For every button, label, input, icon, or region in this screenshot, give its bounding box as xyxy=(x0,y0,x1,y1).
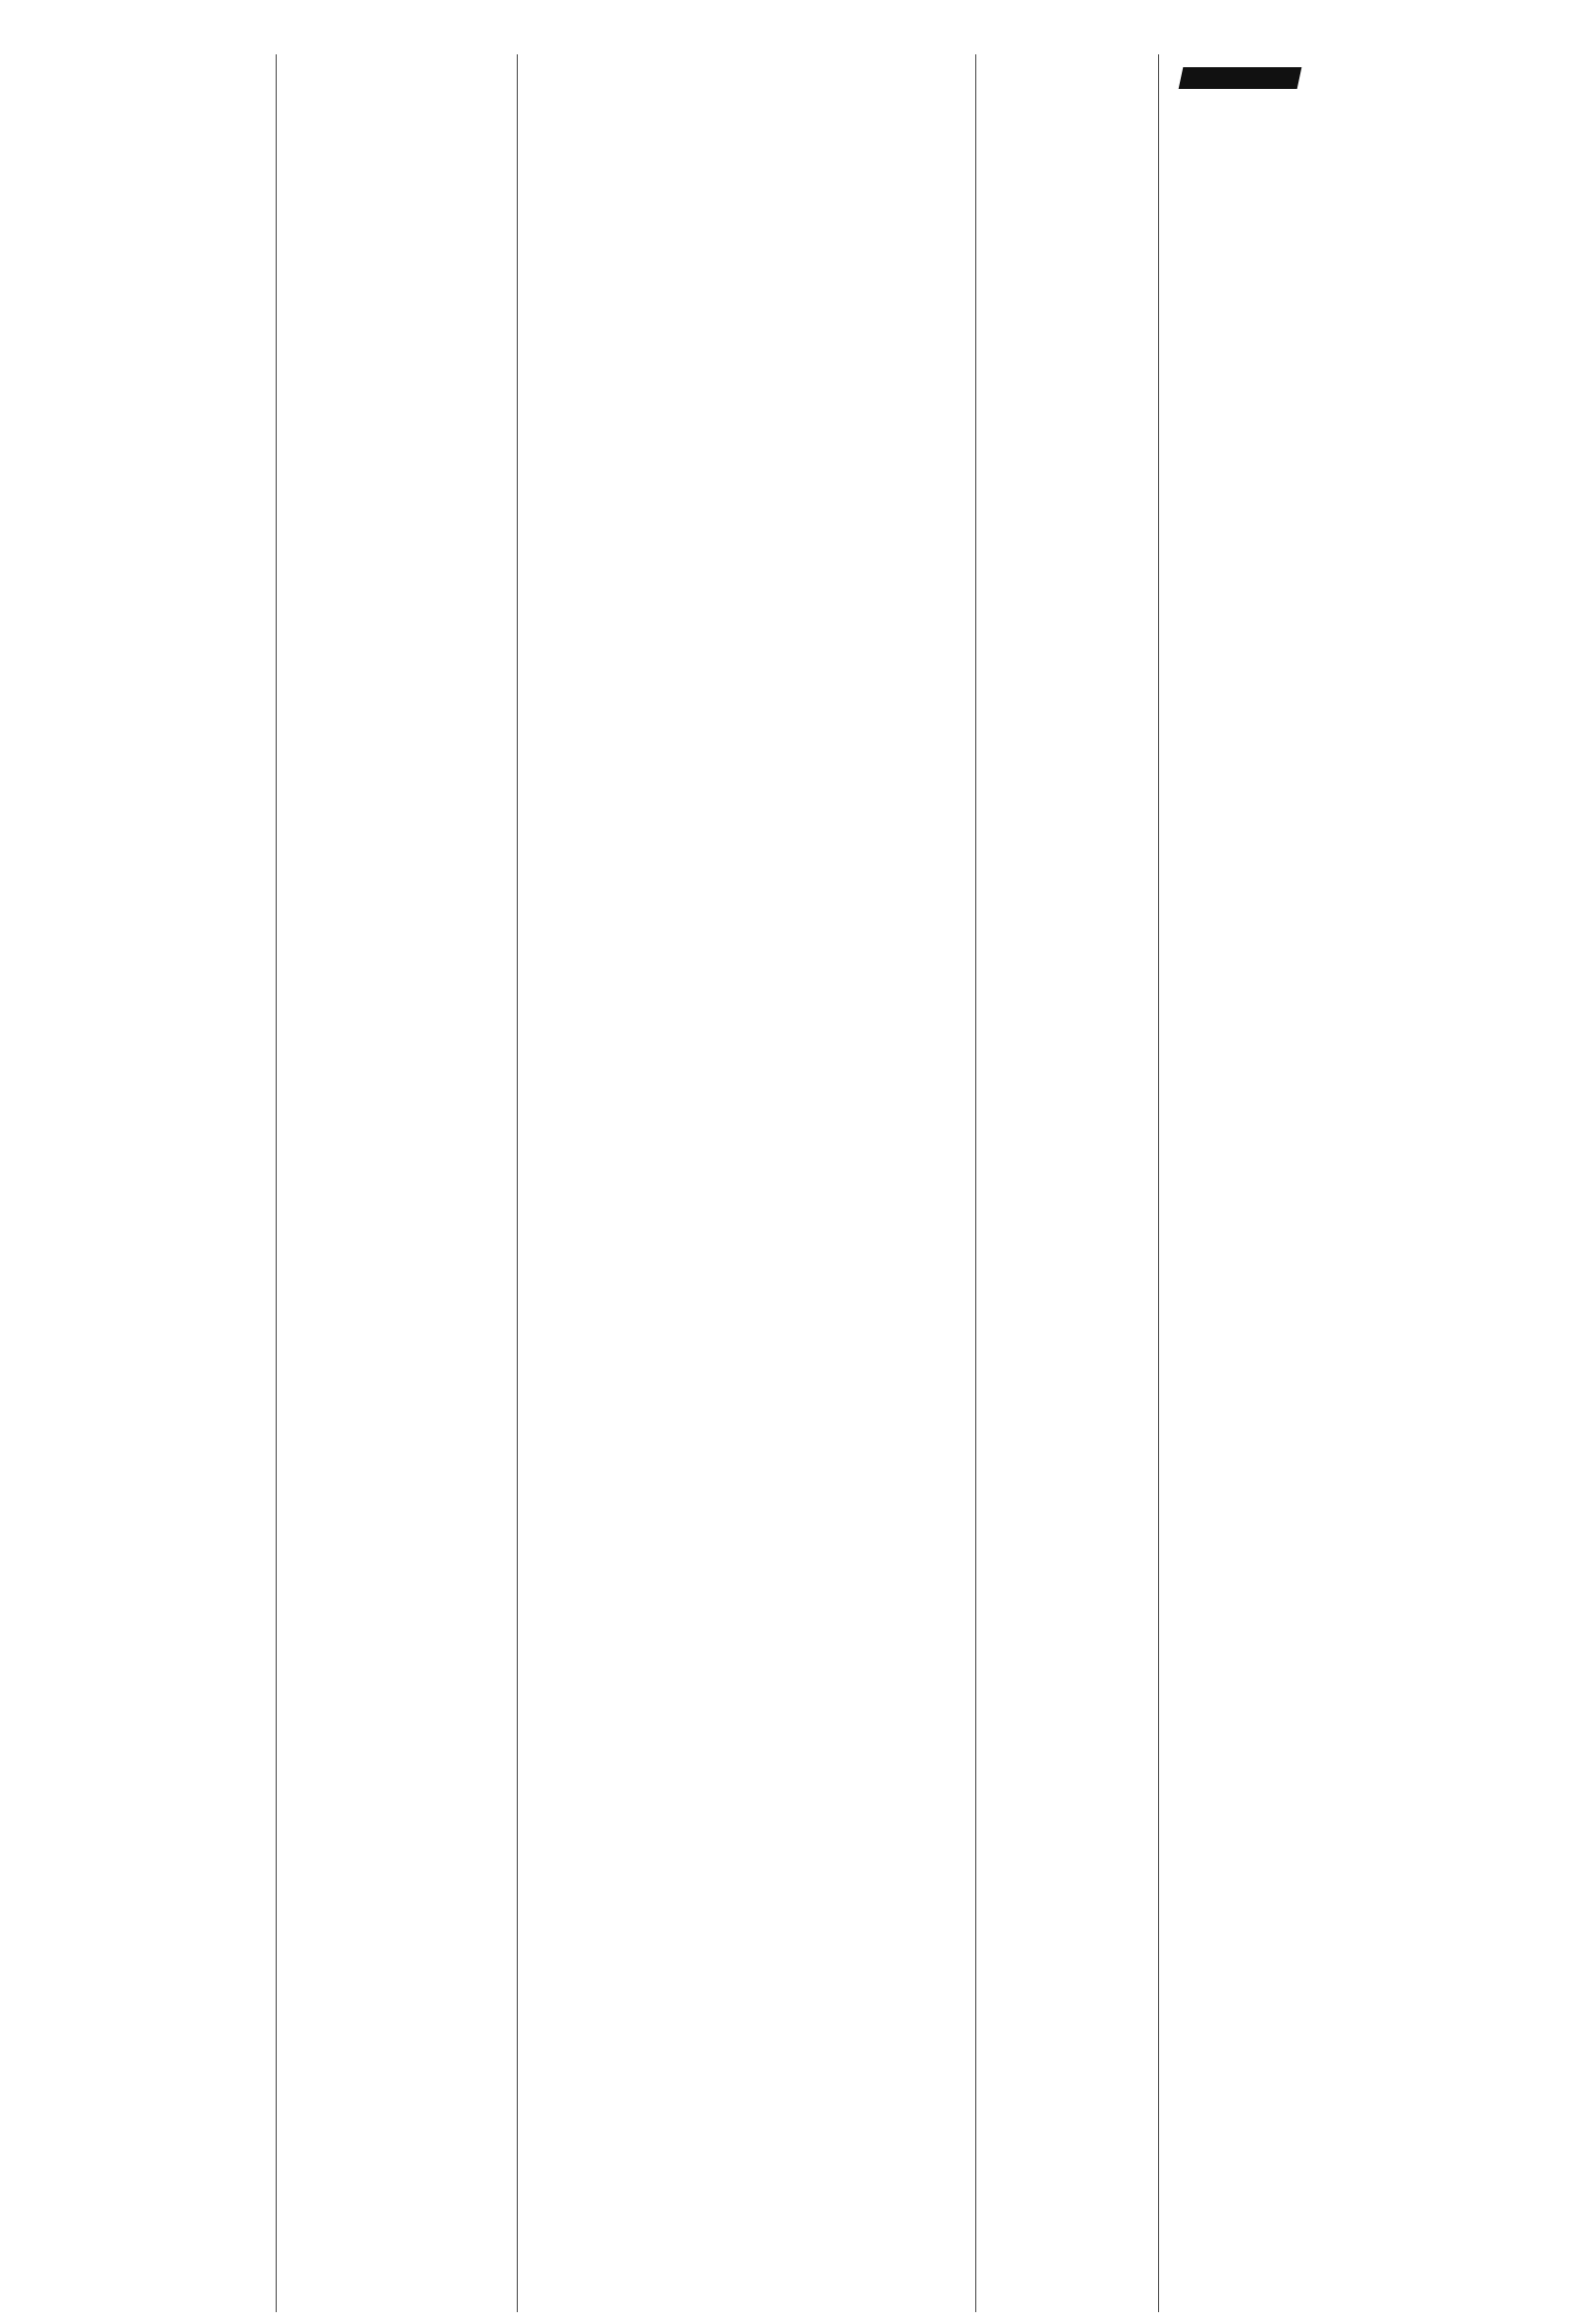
column-center xyxy=(524,54,968,2312)
page-number-masthead xyxy=(1179,67,1302,89)
column-5 xyxy=(1166,54,1546,2312)
column-4 xyxy=(982,54,1152,2312)
newspaper-page xyxy=(30,54,1546,2312)
column-1 xyxy=(30,54,269,2312)
column-divider xyxy=(975,54,976,2312)
column-divider xyxy=(276,54,277,2312)
column-divider xyxy=(1158,54,1159,2312)
column-divider xyxy=(517,54,518,2312)
column-2 xyxy=(284,54,509,2312)
